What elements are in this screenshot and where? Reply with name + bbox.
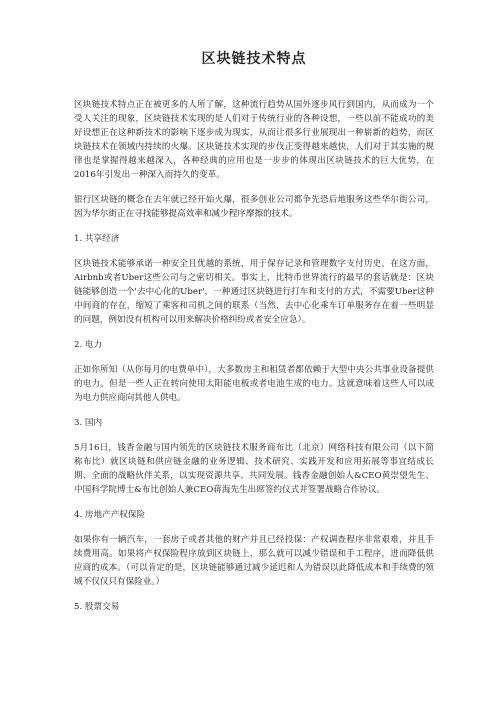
section-heading-4: 4. 房地产产权保险 (74, 510, 146, 520)
section-text-3: 5月16日，钱香金融与国内领先的区块链技术服务商布比（北京）网络科技有限公司（以下简称布比）就区块链和供应链金融的业务逻辑、技术研究、实践开发和应用拓展等事宜结成长期、全面的战略伙伴关系，以实现资源共享、共同发展。钱香金融创始人&CEO黄崇望先生、中国科学院博士&布比创始人兼CEO蒋海先生出席签约仪式并签署战略合作协议。 (74, 443, 434, 495)
document-title: 区块链技术特点 (201, 51, 307, 67)
section-text-1: 区块链技术能够承诺一种安全且优越的系统，用于保存记录和管理数字支付历史，在这方面，Airbnb或者Uber这些公司与之密切相关。事实上，比特币世界流行的最早的套话就是：区块链能够创造一个'去中心化的Uber'，一种通过区块链进行打车和支付的方式，不需要Uber这种中间商的存在，缩短了乘客和司机之间的联系（当然，去中心化乘车订单服务存在着一些明显的问题，例如没有机构可以用来解决价格纠纷或者安全应急）。 (74, 259, 434, 325)
section-heading-3: 3. 国内 (74, 418, 103, 428)
section-heading-2: 2. 电力 (74, 340, 103, 350)
section-text-4: 如果你有一辆汽车，一套房子或者其他的财产并且已经投保：产权调查程序非常艰难，并且手续费用高。如果将产权保险程序放到区块链上，那么就可以减少错误和手工程序，进而降低供应商的成本。（可以肯定的是，区块链能够通过减少延迟和人为错误以此降低成本和手续费的领域不仅仅只有保险业。） (74, 535, 434, 587)
section-text-2: 正如你所知（从你每月的电费单中），大多数房主和租赁者都依赖于大型中央公共事业设备提供的电力。但是一些人正在转向使用太阳能电板或者电池生成的电力。这就意味着这些人可以成为电力供应商向其他人供电。 (74, 365, 434, 403)
intro-paragraph: 区块链技术特点正在被更多的人所了解，这种流行趋势从国外逐步风行到国内，从而成为一个受人关注的现象，区块链技术实现的是人们对于传统行业的各种设想，一些以前不能成功的美好设想正在这种新技术的影响下逐步成为现实，从而让很多行业展现出一种崭新的趋势，而区块链技术在领域内持续的火爆。区块链技术实现的步伐正变得越来越快，人们对于其实施的规律也是掌握得越来越深入，各种经典的应用也是一步步的体现出区块链技术的巨大优势，在2016年引发出一种深入而持久的变革。 (74, 100, 434, 180)
section-heading-5: 5. 股票交易 (74, 602, 120, 612)
intro-paragraph-2: 银行区块链的概念在去年就已经开始火爆，很多创业公司都争先恐后地服务这些华尔街公司，因为华尔街正在寻找能够提高效率和减少程序摩擦的技术。 (74, 195, 434, 219)
section-heading-1: 1. 共享经济 (74, 234, 120, 244)
